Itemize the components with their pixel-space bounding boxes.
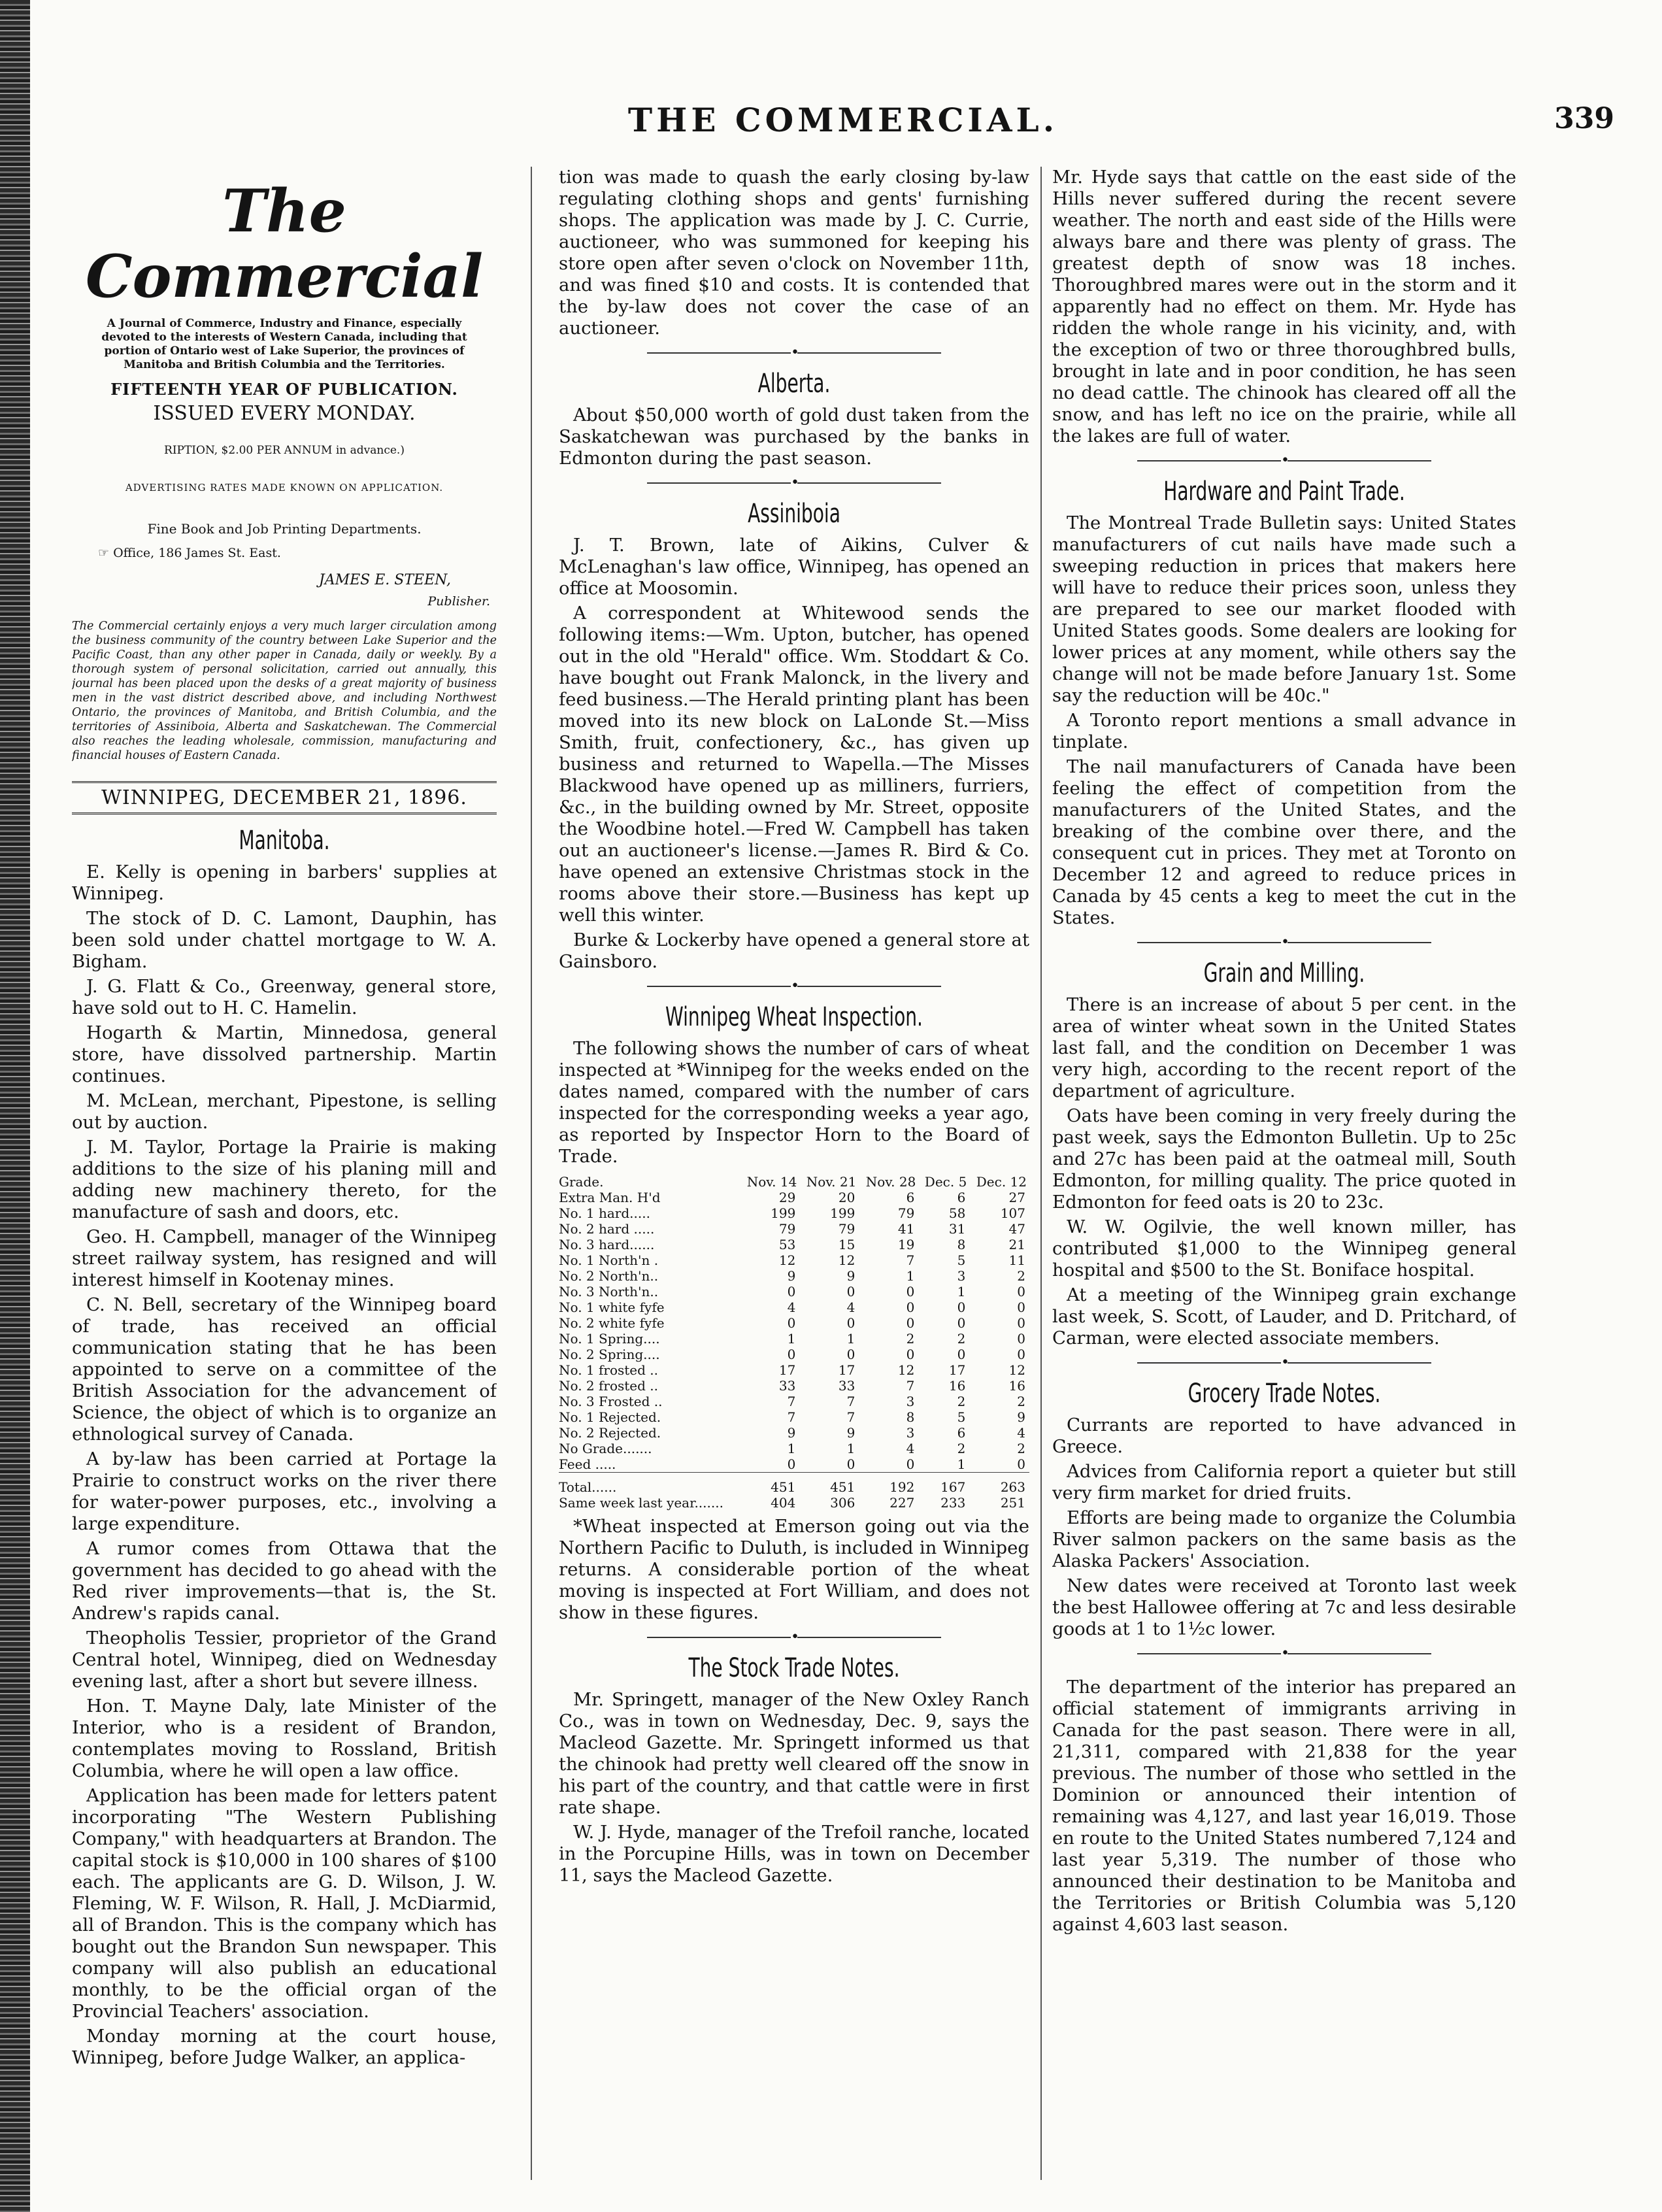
table-cell: 3 bbox=[906, 1425, 915, 1441]
masthead-blurb: The Commercial certainly enjoys a very much larger circulation among the business community of the country between Lake Superior and the Pacific Coast, than any other paper in Canada, daily or weekly. By a thorough system of personal solicitation, carried out annually, this journal has been placed upon the desks of a great majority of business men in the vast district described above, and including Northwest Ontario, the provinces of Manitoba, and British Columbia, and the territories of Assiniboia, Alberta and Saskatchewan. The Commercial also reaches the leading wholesale, commission, manufacturing and financial houses of Eastern Canada. bbox=[72, 620, 497, 762]
table-cell: 27 bbox=[1008, 1190, 1025, 1205]
table-cell: 4 bbox=[787, 1299, 796, 1315]
table-cell: 451 bbox=[799, 1473, 859, 1496]
table-cell: 9 bbox=[787, 1425, 796, 1441]
article-paragraph: J. T. Brown, late of Aikins, Culver & McLenaghan's law office, Winnipeg, has opened an office at Moosomin. bbox=[559, 535, 1029, 599]
table-cell: 7 bbox=[846, 1394, 856, 1409]
table-cell: No. 2 North'n.. bbox=[559, 1268, 659, 1284]
article-paragraph: Advices from California report a quieter but still very firm market for dried fruits. bbox=[1052, 1461, 1516, 1503]
column-header: Dec. 12 bbox=[976, 1174, 1027, 1190]
table-cell: 9 bbox=[846, 1425, 856, 1441]
table-cell: 47 bbox=[1008, 1221, 1025, 1237]
article-paragraph: Currants are reported to have advanced in Greece. bbox=[1052, 1415, 1516, 1457]
table-cell: 0 bbox=[906, 1347, 915, 1362]
article-paragraph: A Toronto report mentions a small advance in tinplate. bbox=[1052, 710, 1516, 752]
masthead-description: A Journal of Commerce, Industry and Finance, especially devoted to the interests of Western Canada, including that portion of Ontario west of Lake Superior, the provinces of Manitoba and British Columbia and the Territories. bbox=[101, 317, 467, 371]
article-paragraph: A rumor comes from Ottawa that the government has decided to go ahead with the Red river improvements—that is, the St. Andrew's rapids canal. bbox=[72, 1538, 497, 1624]
table-cell: 2 bbox=[1017, 1394, 1025, 1409]
column-3 bbox=[1052, 167, 1516, 2180]
column-header: Nov. 14 bbox=[746, 1174, 797, 1190]
table-cell: 0 bbox=[1017, 1456, 1025, 1472]
section-heading-manitoba: Manitoba. bbox=[239, 826, 330, 856]
table-row bbox=[559, 1456, 1029, 1473]
table-cell: 12 bbox=[897, 1362, 915, 1378]
article-paragraph: Mr. Springett, manager of the New Oxley Ranch Co., was in town on Wednesday, Dec. 9, says the Macleod Gazette. Mr. Springett informed us that the chinook had pretty well cleared off the snow in his part of the country, and that cattle were in first rate shape. bbox=[559, 1689, 1029, 1818]
table-row bbox=[559, 1315, 1029, 1331]
table-cell: 6 bbox=[957, 1190, 966, 1205]
section-heading-alberta: Alberta. bbox=[757, 369, 831, 399]
article-paragraph: E. Kelly is opening in barbers' supplies at Winnipeg. bbox=[72, 862, 497, 904]
table-row bbox=[559, 1347, 1029, 1362]
table-cell: 1 bbox=[846, 1441, 856, 1456]
table-cell: 199 bbox=[771, 1205, 796, 1221]
table-cell: 0 bbox=[787, 1284, 796, 1299]
table-cell: 31 bbox=[948, 1221, 966, 1237]
table-cell: 79 bbox=[838, 1221, 856, 1237]
table-cell: 7 bbox=[906, 1378, 915, 1394]
table-cell: 7 bbox=[787, 1394, 796, 1409]
article-paragraph: The nail manufacturers of Canada have been feeling the effect of competition from the manufacturers of the United States, and the breaking of the combine over there, and the consequent cut in prices. They met at Toronto on December 12 and agreed to reduce prices in Canada by 45 cents a keg to meet the cut in the States. bbox=[1052, 756, 1516, 928]
section-divider: • bbox=[1052, 1645, 1516, 1662]
table-row bbox=[559, 1221, 1029, 1237]
masthead bbox=[72, 178, 497, 814]
article-paragraph: The department of the interior has prepared an official statement of immigrants arriving in Canada for the past season. There were in all, 21,311, compared with 21,838 for the year previous. The number of those who settled in the Dominion or announced their intention of remaining was 4,127, and last year 16,019. Those en route to the United States numbered 7,124 and last year 5,319. The number of those who announced their destination to be Manitoba and the Territories or British Columbia was 5,120 against 4,603 last season. bbox=[1052, 1677, 1516, 1935]
table-cell: Feed ..... bbox=[559, 1456, 616, 1472]
table-cell: 0 bbox=[787, 1456, 796, 1472]
table-cell: No. 1 frosted .. bbox=[559, 1362, 659, 1378]
table-row bbox=[559, 1299, 1029, 1315]
section-divider: • bbox=[1052, 1354, 1516, 1371]
wheat-inspection-table bbox=[559, 1174, 1029, 1511]
table-cell: 1 bbox=[957, 1456, 966, 1472]
table-cell: 79 bbox=[778, 1221, 796, 1237]
table-cell: 251 bbox=[1000, 1495, 1025, 1511]
table-cell: 107 bbox=[1000, 1205, 1025, 1221]
section-heading-assiniboia: Assiniboia bbox=[748, 499, 840, 529]
table-cell: 8 bbox=[906, 1409, 915, 1425]
table-cell: 6 bbox=[906, 1190, 915, 1205]
table-cell: 0 bbox=[906, 1284, 915, 1299]
article-paragraph: Oats have been coming in very freely during the past week, says the Edmonton Bulletin. Up to 25c and 27c has been paid at the oatmeal mill, South Edmonton, for milling quality. The price quoted in Edmonton for feed oats is 20 to 23c. bbox=[1052, 1105, 1516, 1213]
column-2 bbox=[559, 167, 1029, 2180]
column-header: Grade. bbox=[559, 1174, 604, 1190]
column-header: Nov. 21 bbox=[806, 1174, 857, 1190]
section-heading-grocery: Grocery Trade Notes. bbox=[1188, 1379, 1381, 1409]
table-cell: 0 bbox=[957, 1347, 966, 1362]
table-cell: 0 bbox=[906, 1299, 915, 1315]
table-row bbox=[559, 1425, 1029, 1441]
masthead-year: FIFTEENTH YEAR OF PUBLICATION. bbox=[110, 380, 458, 399]
table-cell: No. 1 white fyfe bbox=[559, 1299, 665, 1315]
article-paragraph: Geo. H. Campbell, manager of the Winnipeg street railway system, has resigned and will interest himself in Kootenay mines. bbox=[72, 1226, 497, 1290]
table-cell: 263 bbox=[969, 1473, 1029, 1496]
table-cell: 2 bbox=[906, 1331, 915, 1347]
table-cell: No. 1 hard..... bbox=[559, 1205, 650, 1221]
section-divider: • bbox=[559, 344, 1029, 361]
table-cell: 1 bbox=[787, 1441, 796, 1456]
table-cell: 0 bbox=[787, 1347, 796, 1362]
masthead-issued: ISSUED EVERY MONDAY. bbox=[153, 402, 416, 425]
article-paragraph: Burke & Lockerby have opened a general store at Gainsboro. bbox=[559, 930, 1029, 972]
table-cell: 7 bbox=[906, 1252, 915, 1268]
table-cell: 4 bbox=[846, 1299, 856, 1315]
table-cell: 1 bbox=[846, 1331, 856, 1347]
table-cell: No. 3 North'n.. bbox=[559, 1284, 659, 1299]
table-cell: 5 bbox=[957, 1409, 966, 1425]
table-cell: 21 bbox=[1008, 1237, 1025, 1252]
masthead-publisher-role: Publisher. bbox=[427, 594, 490, 609]
article-paragraph: A by-law has been carried at Portage la Prairie to construct works on the river there for water-power purposes, etc., involving a large expenditure. bbox=[72, 1449, 497, 1534]
wheat-footnote: *Wheat inspected at Emerson going out via the Northern Pacific to Duluth, is included in Winnipeg returns. A considerable portion of the wheat moving is inspected at Fort William, and does not show in these figures. bbox=[559, 1516, 1029, 1623]
table-cell: No. 2 white fyfe bbox=[559, 1315, 665, 1331]
column-1 bbox=[72, 167, 497, 2180]
column-header: Nov. 28 bbox=[865, 1174, 916, 1190]
table-cell: 8 bbox=[957, 1237, 966, 1252]
table-cell: No. 1 Rejected. bbox=[559, 1409, 661, 1425]
section-divider: • bbox=[559, 475, 1029, 492]
article-paragraph: Hogarth & Martin, Minnedosa, general store, have dissolved partnership. Martin continues. bbox=[72, 1022, 497, 1086]
running-title: THE COMMERCIAL. bbox=[627, 101, 1059, 139]
table-row bbox=[559, 1394, 1029, 1409]
table-row bbox=[559, 1331, 1029, 1347]
table-cell: 233 bbox=[940, 1495, 966, 1511]
article-paragraph: Application has been made for letters patent incorporating "The Western Publishing Company," with headquarters at Brandon. The capital stock is $10,000 in 100 shares of $100 each. The applicants are G. D. Wilson, J. W. Fleming, W. F. Wilson, R. Hall, J. McDiarmid, all of Brandon. This is the company which has bought out the Brandon Sun newspaper. This company will also publish an educational monthly, to be the official organ of the Provincial Teachers' association. bbox=[72, 1785, 497, 2022]
article-continuation: Mr. Hyde says that cattle on the east side of the Hills never suffered during the recent severe weather. The north and east side of the Hills were always bare and there was plenty of grass. The greatest depth of snow was 18 inches. Thoroughbred mares were out in the storm and it apparently had no effect on them. Mr. Hyde has ridden the whole range in his vicinity, and, with the exception of two or three thoroughbred bulls, brought in late and in poor condition, he has seen no dead cattle. The chinook has cleared off all the snow, and has left no ice on the prairie, while all the lakes are full of water. bbox=[1052, 167, 1516, 446]
table-total-row bbox=[559, 1473, 1029, 1496]
table-cell: No. 2 Rejected. bbox=[559, 1425, 661, 1441]
table-cell: 167 bbox=[918, 1473, 969, 1496]
table-cell: 20 bbox=[838, 1190, 856, 1205]
table-cell: 15 bbox=[838, 1237, 856, 1252]
table-row bbox=[559, 1441, 1029, 1456]
article-paragraph: Efforts are being made to organize the Columbia River salmon packers on the same basis as the Alaska Packers' Association. bbox=[1052, 1507, 1516, 1571]
masthead-office bbox=[72, 543, 497, 564]
table-cell: 9 bbox=[787, 1268, 796, 1284]
table-cell: 12 bbox=[1008, 1362, 1025, 1378]
article-paragraph: J. G. Flatt & Co., Greenway, general store, have sold out to H. C. Hamelin. bbox=[72, 976, 497, 1018]
section-heading-wheat: Winnipeg Wheat Inspection. bbox=[665, 1002, 923, 1032]
table-cell: 0 bbox=[957, 1315, 966, 1331]
table-cell: No Grade....... bbox=[559, 1441, 652, 1456]
table-cell: 0 bbox=[1017, 1284, 1025, 1299]
table-cell: 9 bbox=[1017, 1409, 1025, 1425]
article-paragraph: M. McLean, merchant, Pipestone, is selling out by auction. bbox=[72, 1090, 497, 1133]
section-heading-hardware: Hardware and Paint Trade. bbox=[1163, 477, 1405, 507]
table-cell: 0 bbox=[1017, 1299, 1025, 1315]
table-cell: 3 bbox=[957, 1268, 966, 1284]
table-cell: 0 bbox=[846, 1347, 856, 1362]
table-cell: 451 bbox=[740, 1473, 799, 1496]
article-paragraph: A correspondent at Whitewood sends the following items:—Wm. Upton, butcher, has opened out in the old "Herald" office. Wm. Stoddart & Co. have bought out Frank Malonck, in the livery and feed business.—The Herald printing plant has been moved into its new block on LaLonde St.—Miss Smith, fruit, confectionery, &c., has given up business and returned to Wapella.—The Misses Blackwood have opened up as milliners, furriers, &c., in the building owned by Mr. Street, opposite the Woodbine hotel.—Fred W. Campbell has taken out an auctioneer's license.—James R. Bird & Co. have opened an extensive Christmas stock in the rooms above their store.—Business has kept up well this winter. bbox=[559, 603, 1029, 926]
table-cell: 4 bbox=[906, 1441, 915, 1456]
table-row bbox=[559, 1237, 1029, 1252]
article-paragraph: W. J. Hyde, manager of the Trefoil ranche, located in the Porcupine Hills, was in town on December 11, says the Macleod Gazette. bbox=[559, 1822, 1029, 1886]
column-rule bbox=[1040, 167, 1042, 2180]
table-cell: No. 2 Spring.... bbox=[559, 1347, 660, 1362]
table-cell: 1 bbox=[957, 1284, 966, 1299]
table-header-row bbox=[559, 1174, 1029, 1190]
article-continuation: tion was made to quash the early closing by-law regulating clothing shops and gents' furnishing shops. The application was made by J. C. Currie, auctioneer, who was summoned for keeping his store open after seven o'clock on November 11th, and was fined $10 and costs. It is contended that the by-law does not cover the case of an auctioneer. bbox=[559, 167, 1029, 339]
article-paragraph: C. N. Bell, secretary of the Winnipeg board of trade, has received an official communication stating that he has been appointed to serve on a committee of the British Association for the advancement of Science, the object of which is to organize an ethnological survey of Canada. bbox=[72, 1294, 497, 1445]
table-cell: 29 bbox=[778, 1190, 796, 1205]
table-cell: 0 bbox=[1017, 1315, 1025, 1331]
table-cell: No. 3 Frosted .. bbox=[559, 1394, 663, 1409]
table-cell: 7 bbox=[787, 1409, 796, 1425]
table-cell: No. 2 frosted .. bbox=[559, 1378, 659, 1394]
table-cell: 19 bbox=[897, 1237, 915, 1252]
table-cell: No. 2 hard ..... bbox=[559, 1221, 655, 1237]
masthead-title: The Commercial bbox=[85, 176, 484, 311]
table-cell: 33 bbox=[838, 1378, 856, 1394]
manitoba-body bbox=[72, 862, 497, 2069]
table-row bbox=[559, 1268, 1029, 1284]
table-cell: 17 bbox=[838, 1362, 856, 1378]
table-cell: Total...... bbox=[559, 1473, 740, 1496]
table-cell: 199 bbox=[830, 1205, 856, 1221]
table-cell: 12 bbox=[838, 1252, 856, 1268]
table-cell: Extra Man. H'd bbox=[559, 1190, 661, 1205]
masthead-rates: ADVERTISING RATES MADE KNOWN ON APPLICATION. bbox=[125, 482, 444, 494]
table-cell: 0 bbox=[787, 1315, 796, 1331]
table-cell: Same week last year....... bbox=[559, 1495, 723, 1511]
table-cell: 11 bbox=[1008, 1252, 1025, 1268]
table-row bbox=[559, 1205, 1029, 1221]
article-paragraph: J. M. Taylor, Portage la Prairie is making additions to the size of his planing mill and adding new machinery thereto, for the manufacture of sash and doors, etc. bbox=[72, 1137, 497, 1222]
table-cell: 41 bbox=[897, 1221, 915, 1237]
office-address: Office, 186 James St. East. bbox=[113, 546, 281, 560]
table-same-week-row bbox=[559, 1495, 1029, 1511]
section-divider: • bbox=[1052, 452, 1516, 469]
table-cell: No. 1 North'n . bbox=[559, 1252, 659, 1268]
table-cell: 17 bbox=[778, 1362, 796, 1378]
table-cell: 4 bbox=[1017, 1425, 1025, 1441]
section-divider: • bbox=[559, 978, 1029, 995]
table-cell: 0 bbox=[957, 1299, 966, 1315]
binding-edge bbox=[0, 0, 30, 2212]
article-paragraph: Monday morning at the court house, Winnipeg, before Judge Walker, an applica- bbox=[72, 2026, 497, 2068]
table-cell: 16 bbox=[1008, 1378, 1025, 1394]
table-cell: 79 bbox=[897, 1205, 915, 1221]
section-divider: • bbox=[1052, 934, 1516, 951]
table-cell: 2 bbox=[1017, 1268, 1025, 1284]
table-row bbox=[559, 1362, 1029, 1378]
table-cell: No. 1 Spring.... bbox=[559, 1331, 660, 1347]
table-row bbox=[559, 1284, 1029, 1299]
table-cell: 0 bbox=[1017, 1347, 1025, 1362]
article-paragraph: Theopholis Tessier, proprietor of the Grand Central hotel, Winnipeg, died on Wednesday evening last, after a short but severe illness. bbox=[72, 1628, 497, 1692]
masthead-subscription: RIPTION, $2.00 PER ANNUM in advance.) bbox=[164, 444, 405, 457]
table-cell: 1 bbox=[787, 1331, 796, 1347]
table-cell: 2 bbox=[957, 1394, 966, 1409]
wheat-intro: The following shows the number of cars of wheat inspected at *Winnipeg for the weeks ended on the dates named, compared with the number of cars inspected for the corresponding weeks a year ago, as reported by Inspector Horn to the Board of Trade. bbox=[559, 1038, 1029, 1167]
section-heading-stock: The Stock Trade Notes. bbox=[688, 1653, 900, 1683]
table-row bbox=[559, 1190, 1029, 1205]
masthead-publisher: JAMES E. STEEN, bbox=[318, 572, 451, 588]
table-cell: 1 bbox=[906, 1268, 915, 1284]
table-cell: No. 3 hard...... bbox=[559, 1237, 655, 1252]
page-number: 339 bbox=[1554, 102, 1614, 135]
column-rule bbox=[531, 167, 532, 2180]
section-divider: • bbox=[559, 1629, 1029, 1646]
table-cell: 0 bbox=[906, 1456, 915, 1472]
table-cell: 0 bbox=[846, 1284, 856, 1299]
table-cell: 12 bbox=[778, 1252, 796, 1268]
table-cell: 58 bbox=[948, 1205, 966, 1221]
table-cell: 5 bbox=[957, 1252, 966, 1268]
table-cell: 53 bbox=[778, 1237, 796, 1252]
table-cell: 7 bbox=[846, 1409, 856, 1425]
table-row bbox=[559, 1378, 1029, 1394]
table-cell: 404 bbox=[771, 1495, 796, 1511]
table-cell: 0 bbox=[906, 1315, 915, 1331]
article-paragraph: The stock of D. C. Lamont, Dauphin, has been sold under chattel mortgage to W. A. Bigham. bbox=[72, 908, 497, 972]
article-paragraph: Hon. T. Mayne Daly, late Minister of the Interior, who is a resident of Brandon, contemplates moving to Rossland, British Columbia, where he will open a law office. bbox=[72, 1696, 497, 1781]
section-heading-grain: Grain and Milling. bbox=[1203, 958, 1365, 988]
column-header: Dec. 5 bbox=[924, 1174, 967, 1190]
table-cell: 2 bbox=[957, 1331, 966, 1347]
table-cell: 2 bbox=[1017, 1441, 1025, 1456]
table-row bbox=[559, 1409, 1029, 1425]
running-head bbox=[72, 98, 1614, 150]
article-paragraph: There is an increase of about 5 per cent. in the area of winter wheat sown in the United States last fall, and the condition on December 1 was very high, according to the recent report of the department of agriculture. bbox=[1052, 994, 1516, 1101]
article-paragraph: About $50,000 worth of gold dust taken from the Saskatchewan was purchased by the banks in Edmonton during the past season. bbox=[559, 405, 1029, 469]
table-cell: 9 bbox=[846, 1268, 856, 1284]
table-cell: 17 bbox=[948, 1362, 966, 1378]
table-cell: 0 bbox=[846, 1315, 856, 1331]
article-paragraph: W. W. Ogilvie, the well known miller, has contributed $1,000 to the Winnipeg general hospital and $500 to the St. Boniface hospital. bbox=[1052, 1216, 1516, 1281]
table-cell: 33 bbox=[778, 1378, 796, 1394]
article-paragraph: New dates were received at Toronto last week the best Hallowee offering at 7c and less desirable goods at 1 to 1½c lower. bbox=[1052, 1575, 1516, 1639]
table-cell: 0 bbox=[1017, 1331, 1025, 1347]
article-paragraph: At a meeting of the Winnipeg grain exchange last week, S. Scott, of Lauder, and D. Pritchard, of Carman, were elected associate members. bbox=[1052, 1284, 1516, 1349]
table-row bbox=[559, 1252, 1029, 1268]
dateline: WINNIPEG, DECEMBER 21, 1896. bbox=[72, 781, 497, 814]
masthead-printing: Fine Book and Job Printing Departments. bbox=[147, 521, 422, 537]
table-cell: 0 bbox=[846, 1456, 856, 1472]
table-cell: 3 bbox=[906, 1394, 915, 1409]
table-cell: 16 bbox=[948, 1378, 966, 1394]
pointing-hand-icon: ☞ bbox=[98, 546, 110, 560]
table-cell: 6 bbox=[957, 1425, 966, 1441]
table-cell: 2 bbox=[957, 1441, 966, 1456]
article-paragraph: The Montreal Trade Bulletin says: United States manufacturers of cut nails have made such a sweeping reduction in prices that makers here will have to reduce their prices soon, unless they are prepared to see our market flooded with United States goods. Some dealers are looking for lower prices at any moment, while others say the change will not be made before January 1st. Some say the reduction will be 40c." bbox=[1052, 512, 1516, 706]
table-cell: 192 bbox=[859, 1473, 918, 1496]
table-cell: 306 bbox=[830, 1495, 856, 1511]
table-cell: 227 bbox=[889, 1495, 915, 1511]
